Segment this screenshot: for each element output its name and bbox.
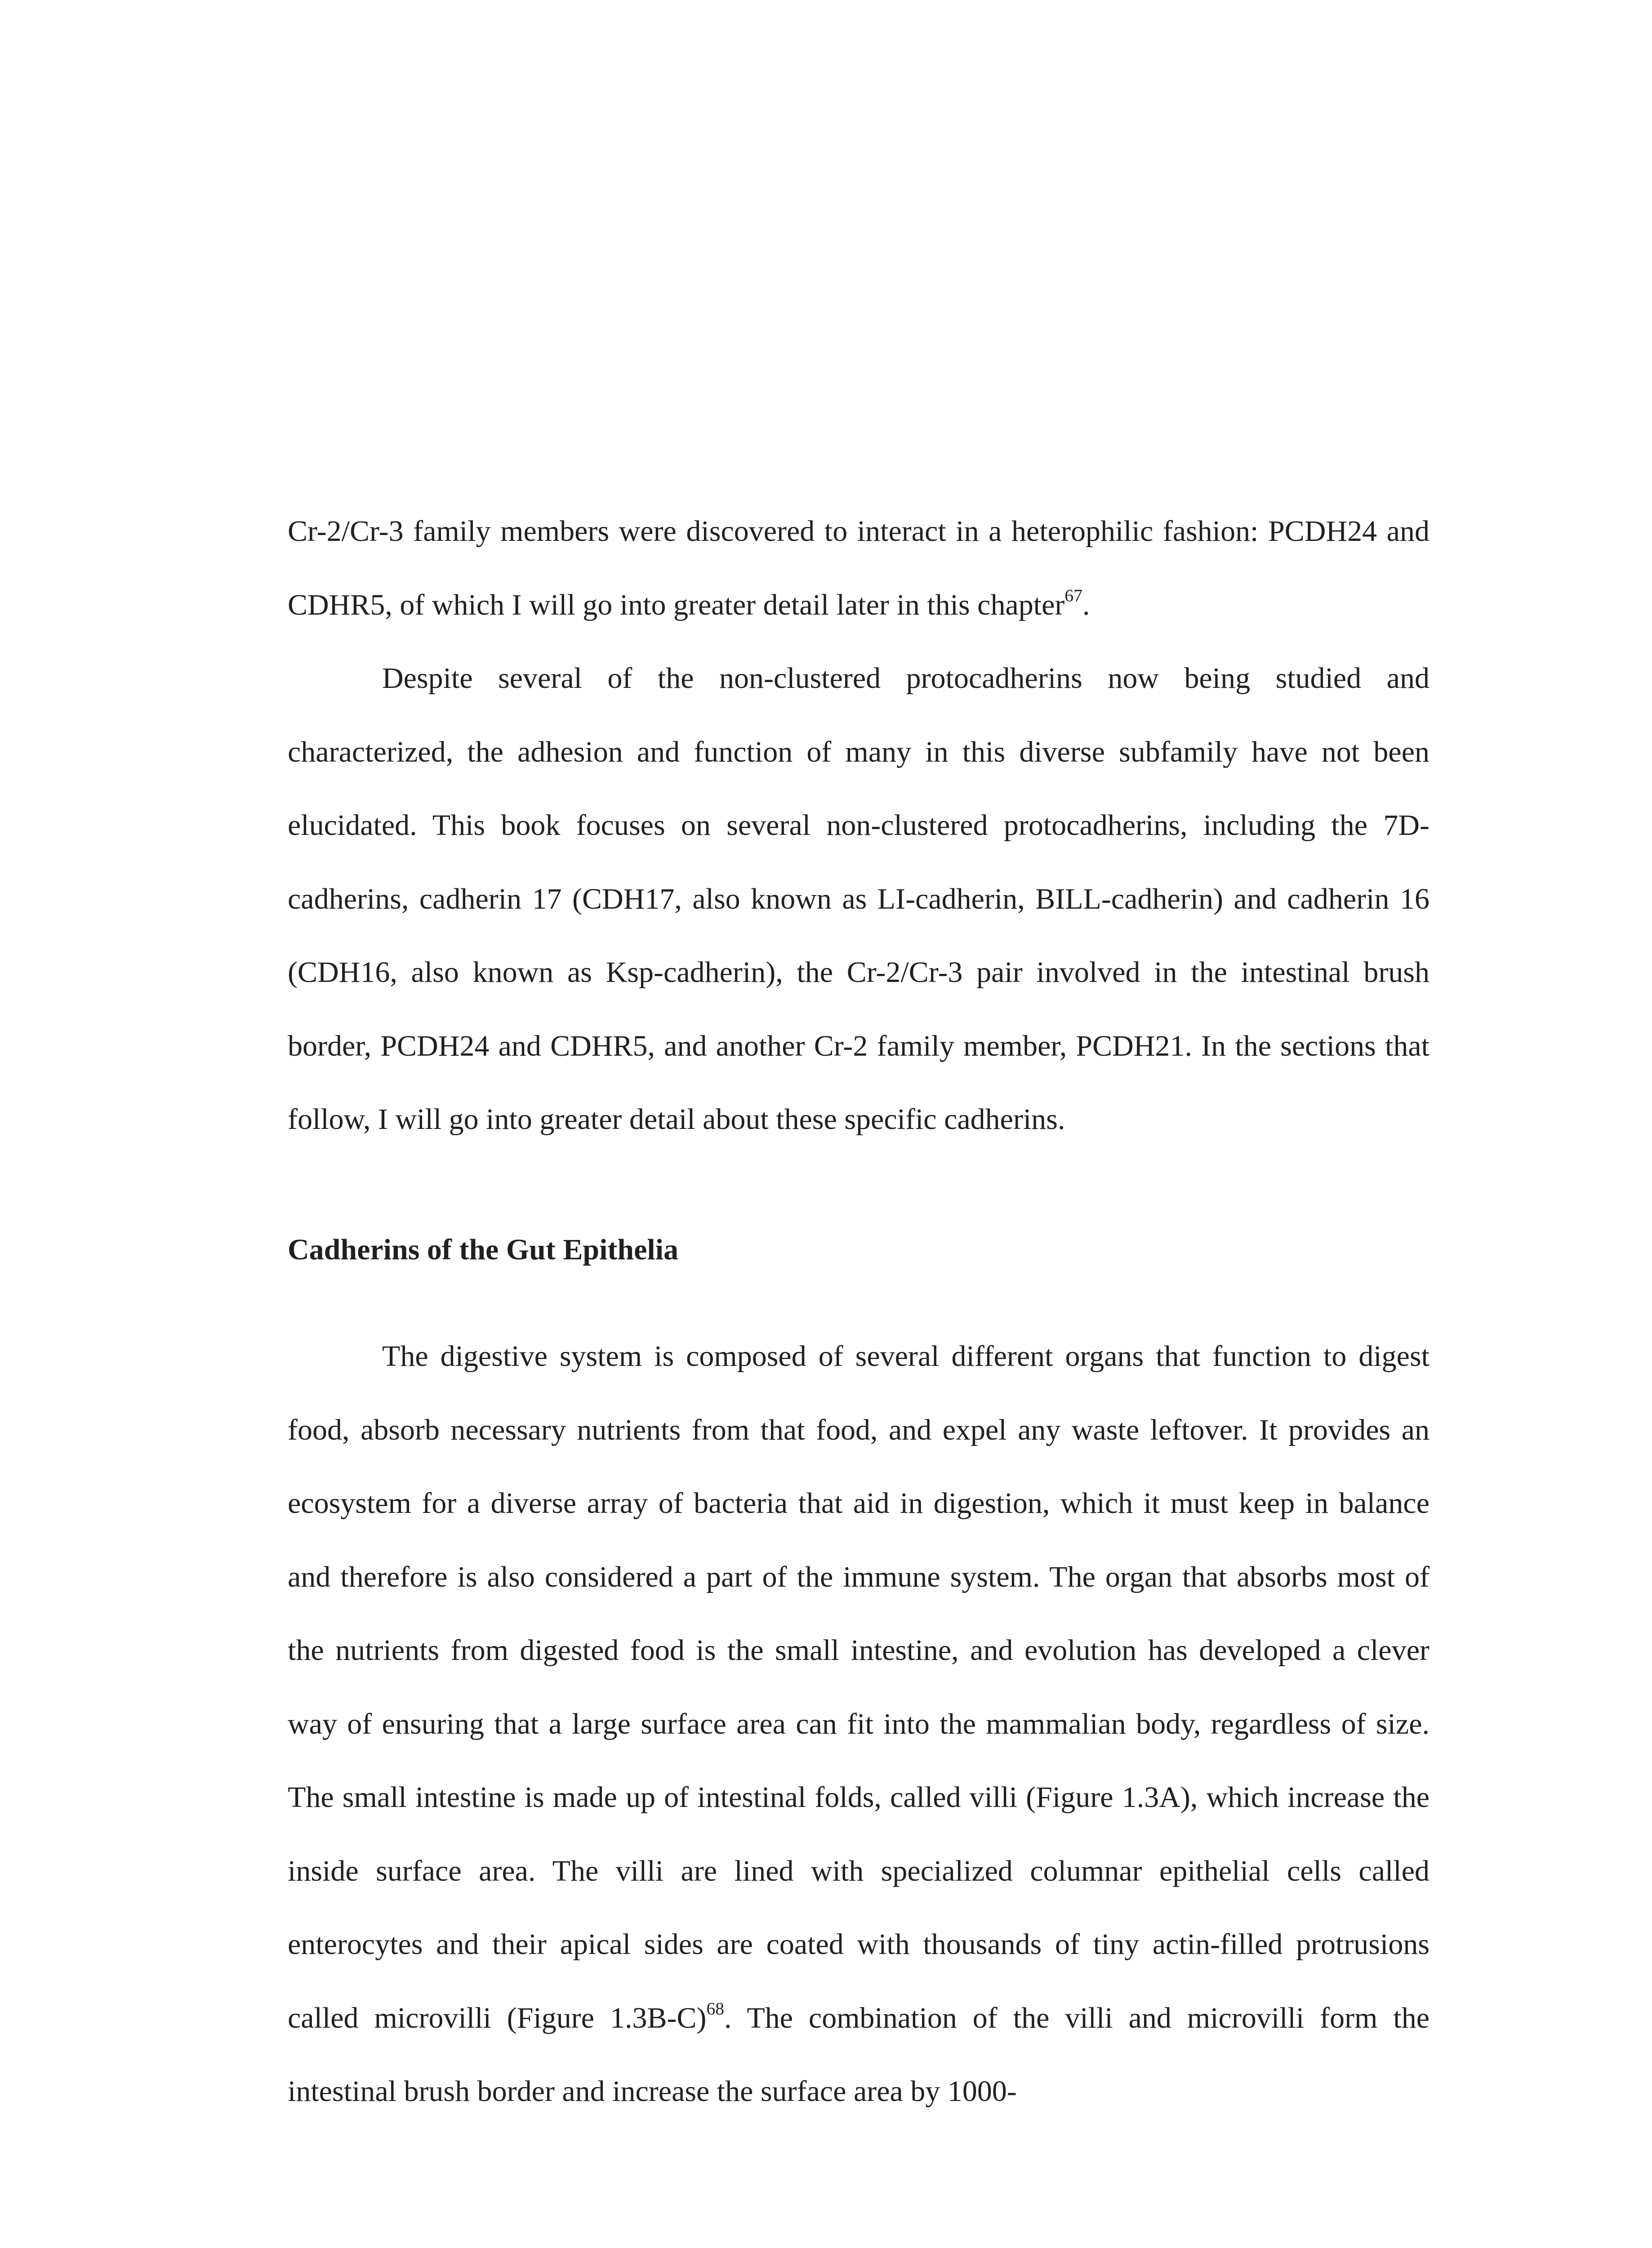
section-heading: Cadherins of the Gut Epithelia: [288, 1233, 679, 1266]
paragraph-tail: . The combination of the villi and microvilli form the intestinal brush border and increase the surface area by 1000-: [288, 2001, 1429, 2108]
paragraph-protocadherins: Despite several of the non-clustered protocadherins now being studied and characterized, the adhesion and function of many in this diverse subfamily have not been elucidated. This book focuses on several non-clustered protocadherins, including the 7D-cadherins, cadherin 17 (CDH17, also known as LI-cadherin, BILL-cadherin) and cadherin 16 (CDH16, also known as Ksp-cadherin), the Cr-2/Cr-3 pair involved in the intestinal brush border, PCDH24 and CDHR5, and another Cr-2 family member, PCDH21. In the sections that follow, I will go into greater detail about these specific cadherins.: [288, 662, 1429, 1136]
reference-superscript: 68: [706, 1998, 725, 2018]
section-intro-text: [288, 495, 1429, 1156]
paragraph-continuation: [288, 495, 1429, 642]
paragraph-text: Cr-2/Cr-3 family members were discovered to interact in a heterophilic fashion: PCDH24 and CDHR5, of which I will go into greater detail later in this chapter: [288, 515, 1429, 621]
paragraph-tail: .: [1082, 588, 1090, 621]
paragraph-digestive-system: [288, 1320, 1429, 2128]
reference-superscript: 67: [1064, 585, 1082, 605]
paragraph-text: The digestive system is composed of several different organs that function to digest food, absorb necessary nutrients from that food, and expel any waste leftover. It provides an ecosystem for a diverse array of bacteria that aid in digestion, which it must keep in balance and therefore is also considered a part of the immune system. The organ that absorbs most of the nutrients from digested food is the small intestine, and evolution has developed a clever way of ensuring that a large surface area can fit into the mammalian body, regardless of size. The small intestine is made up of intestinal folds, called villi (Figure 1.3A), which increase the inside surface area. The villi are lined with specialized columnar epithelial cells called enterocytes and their apical sides are coated with thousands of tiny actin-filled protrusions called microvilli (Figure 1.3B-C): [288, 1340, 1429, 2034]
section-gut-text: [288, 1320, 1429, 2128]
